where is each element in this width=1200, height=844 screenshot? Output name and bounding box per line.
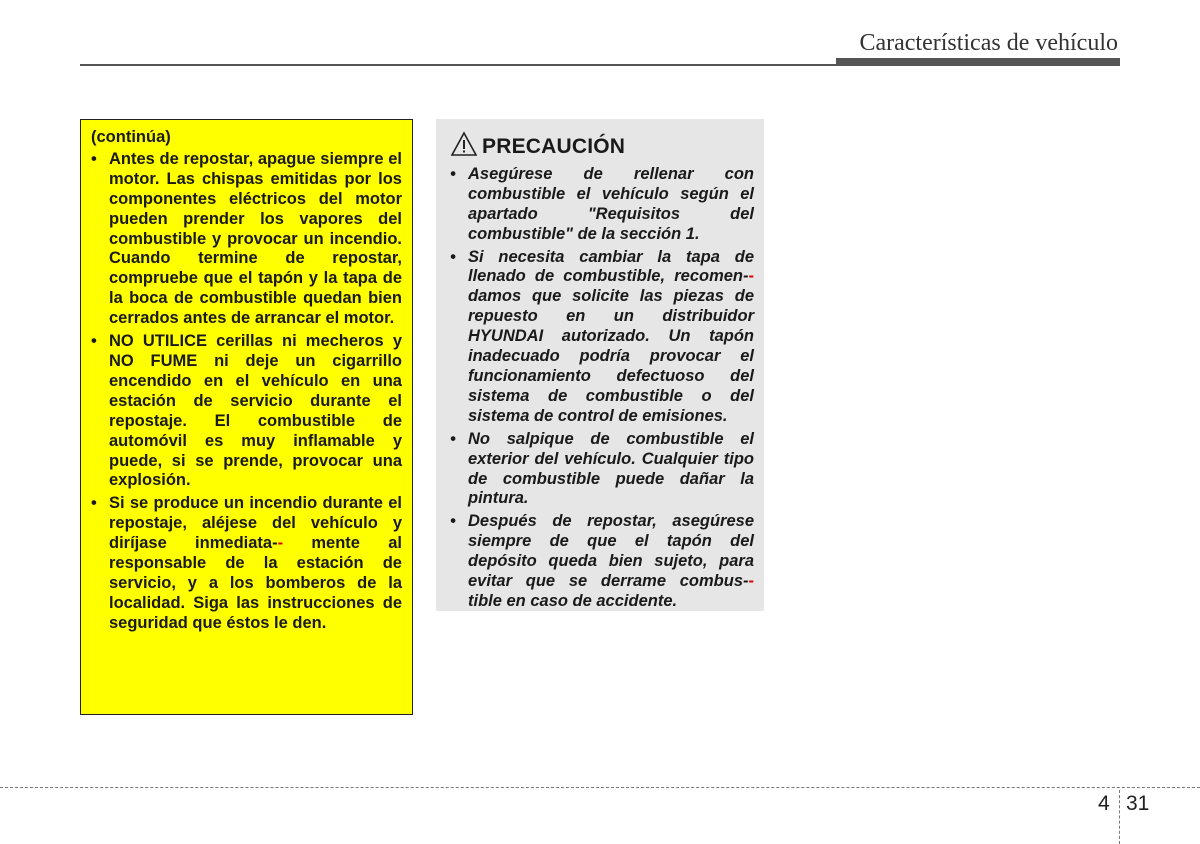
footer-dashed-rule: [0, 787, 1200, 788]
warning-item: • NO UTILICE cerillas ni mecheros y NO FUME ni deje un cigarrillo encendido en el vehículo en una estación de servicio durante el repostaje. El combustible de automóvil es muy inflamable y puede, si se prende, provocar una explosión.: [91, 332, 402, 491]
footer-vertical-divider: [1119, 790, 1120, 844]
page-number: 31: [1126, 792, 1150, 815]
header-rule-thick: [836, 58, 1120, 66]
hyphen-mark: -: [748, 572, 754, 591]
caution-item: • Después de repostar, asegúrese siempre de que el tapón del depósito queda bien sujeto, para evitar que se derrame combus-- tible en caso de accidente.: [450, 512, 754, 612]
caution-list: [450, 165, 754, 612]
warning-item: • Antes de repostar, apague siempre el motor. Las chispas emitidas por los componentes eléctricos del motor pueden prender los vapores del combustible y provocar un incendio. Cuando termine de repostar, compruebe que el tapón y la tapa de la boca de combustible quedan bien cerrados antes de arrancar el motor.: [91, 150, 402, 329]
caution-title: PRECAUCIÓN: [482, 135, 626, 158]
warning-item: • Si se produce un incendio durante el repostaje, aléjese del vehículo y diríjase inmediata-- mente al responsable de la estación de servicio, y a los bomberos de la localidad. Siga las instrucciones de seguridad que éstos le den.: [91, 494, 402, 633]
warning-triangle-icon: [450, 131, 482, 163]
chapter-number: 4: [1098, 792, 1110, 815]
hyphen-mark: -: [277, 534, 284, 553]
caution-header: [450, 131, 754, 163]
caution-item: • Si necesita cambiar la tapa de llenado de combustible, recomen-- damos que solicite las piezas de repuesto en un distribuidor HYUNDAI autorizado. Un tapón inadecuado podría provocar el funcionamiento defectuoso del sistema de combustible o del sistema de control de emisiones.: [450, 248, 754, 427]
warning-list: [91, 150, 402, 634]
page-header-title: Características de vehículo: [859, 30, 1118, 56]
caution-box: [436, 119, 764, 611]
warning-box: [80, 119, 413, 715]
caution-item: • Asegúrese de rellenar con combustible el vehículo según el apartado "Requisitos del combustible" de la sección 1.: [450, 165, 754, 245]
warning-continued-label: (continúa): [91, 128, 171, 146]
header-rule-thin: [80, 64, 836, 66]
hyphen-mark: -: [748, 267, 754, 286]
caution-item: • No salpique de combustible el exterior del vehículo. Cualquier tipo de combustible puede dañar la pintura.: [450, 430, 754, 510]
